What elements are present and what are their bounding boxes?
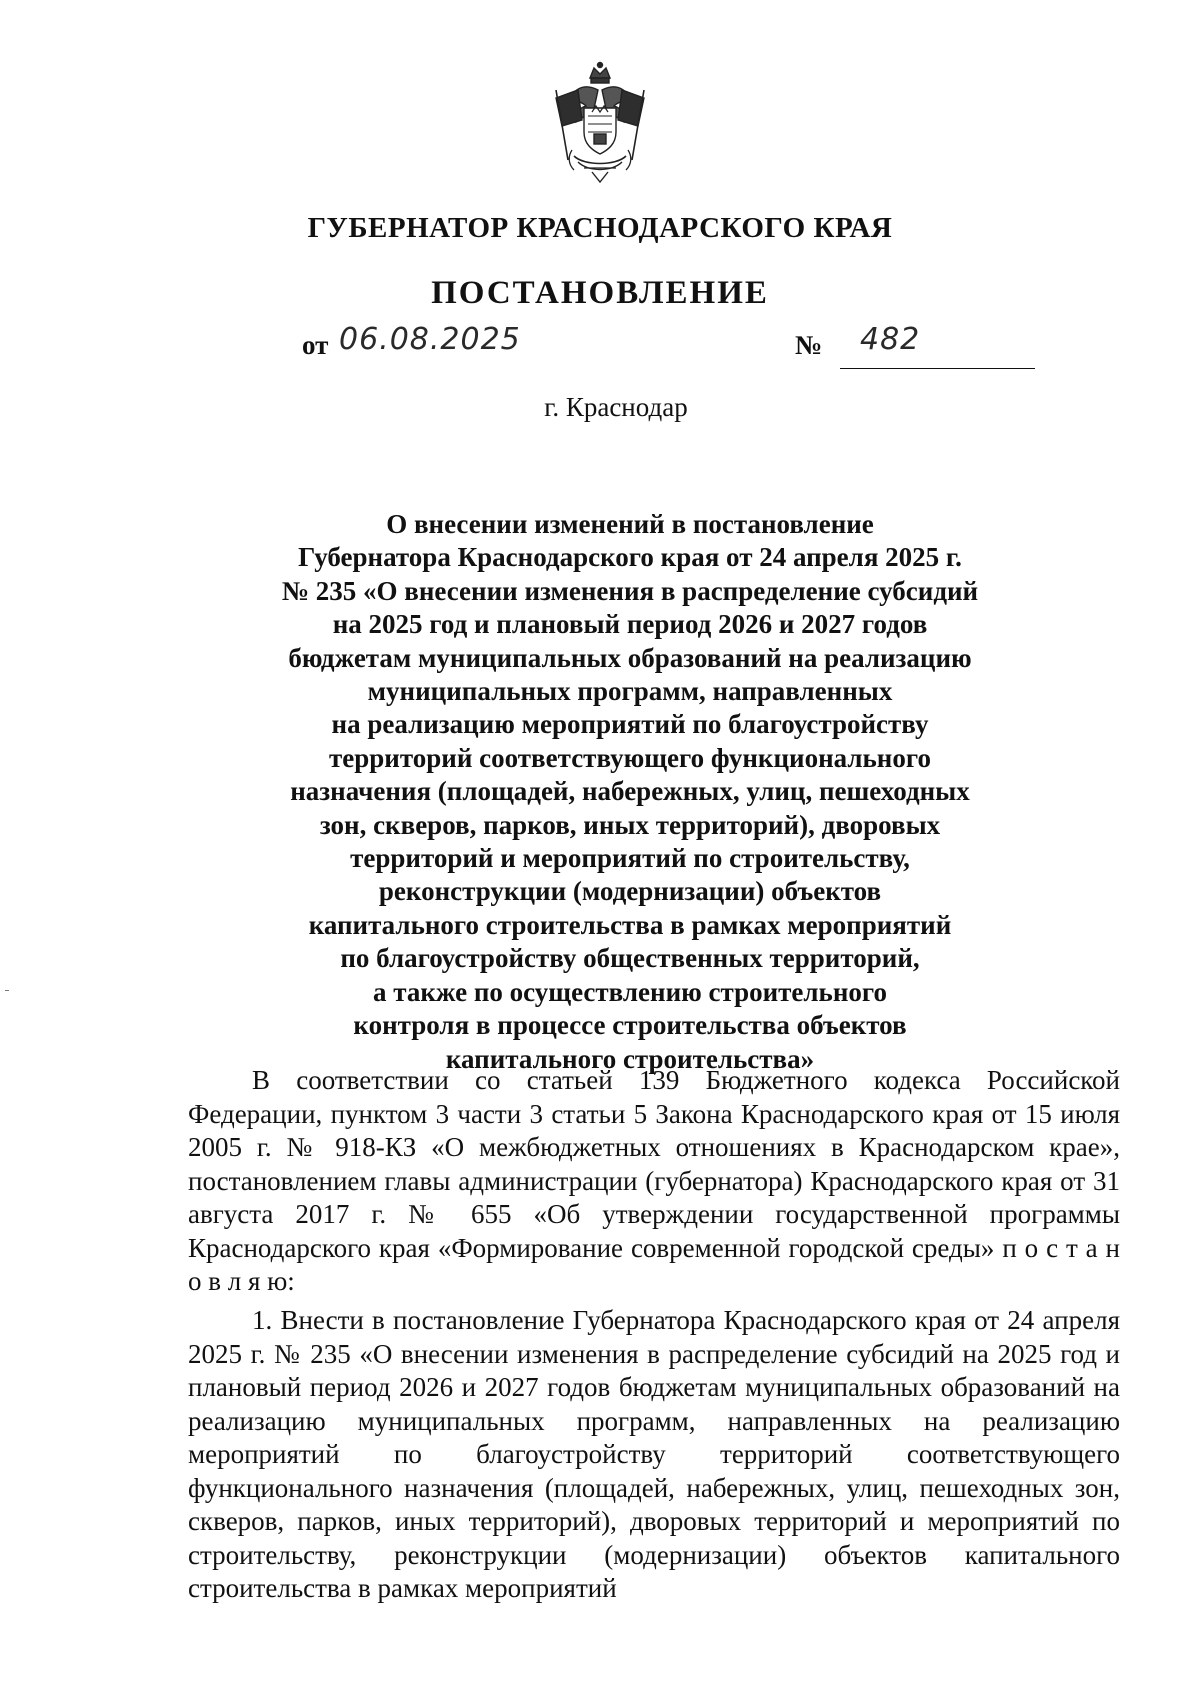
title-line: контроля в процессе строительства объектов	[353, 1010, 907, 1041]
preamble-paragraph: В соответствии со статьей 139 Бюджетного кодекса Российской Федерации, пунктом 3 части 3 статьи 5 Закона Краснодарского края от 15 июля 2005 г. № 918-КЗ «О межбюджетных отношениях в Краснодарском крае», постановлением главы администрации (губернатора) Краснодарского края от 31 августа 2017 г. № 655 «Об утверждении государственной программы Краснодарского края «Формирование современной городской среды» п о с т а н о в л я ю:	[188, 1065, 1120, 1296]
coat-of-arms-icon	[600, 60, 724, 184]
title-line: реконструкции (модернизации) объектов	[378, 876, 882, 907]
scan-artifact	[5, 990, 9, 991]
title-line: Губернатора Краснодарского края от 24 апреля 2025 г.	[298, 542, 962, 573]
document-title	[250, 508, 1010, 1076]
number-label: №	[795, 330, 823, 360]
title-line: территорий соответствующего функционального	[329, 742, 931, 773]
title-line: по благоустройству общественных территорий,	[340, 943, 920, 974]
title-line: муниципальных программ, направленных	[367, 676, 893, 707]
title-line: № 235 «О внесении изменения в распределение субсидий	[281, 575, 979, 606]
title-line: территорий и мероприятий по строительству,	[350, 843, 910, 874]
document-number: 482	[860, 322, 921, 357]
date-label: от	[302, 330, 329, 360]
issue-city: г. Краснодар	[544, 392, 688, 422]
title-line: бюджетам муниципальных образований на реализацию	[288, 642, 972, 673]
title-line: О внесении изменений в постановление	[386, 509, 874, 539]
document-type: ПОСТАНОВЛЕНИЕ	[431, 275, 769, 311]
document-date: 06.08.2025	[339, 322, 521, 357]
issuing-authority: ГУБЕРНАТОР КРАСНОДАРСКОГО КРАЯ	[307, 212, 893, 244]
title-line: на 2025 год и плановый период 2026 и 2027 годов	[332, 609, 928, 640]
clause-1-paragraph: 1. Внести в постановление Губернатора Краснодарского края от 24 апреля 2025 г. № 235 «О внесении изменения в распределение субсидий на 2025 год и плановый период 2026 и 2027 годов бюджетам муниципальных образований на реализацию муниципальных программ, направленных на реализацию мероприятий по благоустройству территорий соответствующего функционального назначения (площадей, набережных, улиц, пешеходных зон, скверов, парков, иных территорий), дворовых территорий и мероприятий по строительству, реконструкции (модернизации) объектов капитального строительства в рамках мероприятий	[188, 1305, 1120, 1603]
number-underline	[840, 368, 1035, 369]
title-line: назначения (площадей, набережных, улиц, пешеходных	[290, 776, 970, 807]
title-line: зон, скверов, парков, иных территорий), дворовых	[319, 809, 941, 840]
title-line: капитального строительства в рамках мероприятий	[308, 909, 952, 940]
title-line: на реализацию мероприятий по благоустройству	[331, 709, 929, 740]
title-line: капитального строительства»	[445, 1043, 815, 1074]
title-line: а также по осуществлению строительного	[373, 976, 887, 1007]
